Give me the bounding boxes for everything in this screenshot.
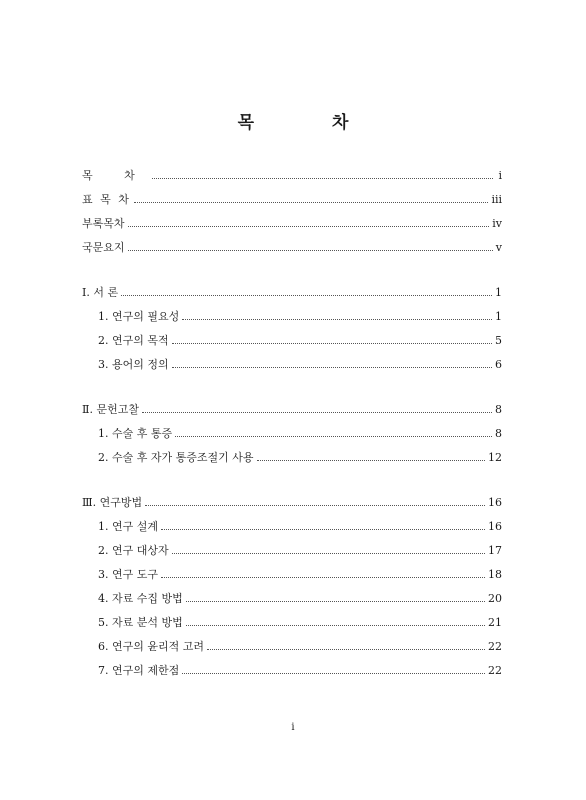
toc-section-label: 1. 수술 후 통증	[98, 427, 173, 440]
toc-section-label: 3. 용어의 정의	[98, 358, 169, 371]
toc-entry-label: 목 차	[82, 169, 149, 182]
toc-entry-label: 표 목 차	[82, 193, 131, 206]
toc-section-page: 12	[488, 451, 502, 464]
toc-entry[interactable]	[82, 188, 502, 212]
toc-section-label: 5. 자료 분석 방법	[98, 616, 183, 629]
toc-chapter[interactable]	[82, 281, 502, 305]
toc-section[interactable]	[82, 305, 502, 329]
page-title: 목 차	[237, 113, 385, 133]
toc-chapter-label: Ⅲ. 연구방법	[82, 496, 143, 509]
toc-section-page: 22	[488, 664, 502, 677]
toc-entry-page: i	[498, 169, 502, 182]
dot-leader	[172, 552, 485, 554]
toc-section-label: 4. 자료 수집 방법	[98, 592, 183, 605]
toc-chapter[interactable]	[82, 398, 502, 422]
toc-section-page: 18	[488, 568, 502, 581]
toc-section-page: 16	[488, 520, 502, 533]
toc-entry-page: v	[495, 241, 502, 254]
dot-leader	[134, 201, 489, 203]
dot-leader	[145, 504, 485, 506]
toc-section-page: 22	[488, 640, 502, 653]
table-of-contents	[82, 164, 502, 683]
dot-leader	[142, 411, 492, 413]
dot-leader	[128, 225, 490, 227]
toc-section-label: 1. 연구의 필요성	[98, 310, 180, 323]
dot-leader	[186, 600, 485, 602]
toc-entry-page: iv	[492, 217, 502, 230]
spacer	[82, 377, 502, 398]
toc-entry-label: 국문요지	[82, 241, 125, 254]
dot-leader	[186, 624, 485, 626]
toc-entry-page: iii	[491, 193, 502, 206]
toc-section[interactable]	[82, 563, 502, 587]
dot-leader	[161, 528, 485, 530]
toc-entry[interactable]	[82, 236, 502, 260]
toc-section-page: 6	[495, 358, 502, 371]
toc-section-page: 17	[488, 544, 502, 557]
toc-section-page: 8	[495, 427, 502, 440]
toc-section-label: 2. 연구 대상자	[98, 544, 169, 557]
dot-leader	[257, 459, 486, 461]
toc-section-page: 5	[495, 334, 502, 347]
toc-section-label: 3. 연구 도구	[98, 568, 158, 581]
toc-chapter-page: 16	[488, 496, 502, 509]
dot-leader	[152, 177, 493, 179]
toc-chapter-label: Ⅱ. 문헌고찰	[82, 403, 139, 416]
toc-section[interactable]	[82, 329, 502, 353]
toc-section[interactable]	[82, 422, 502, 446]
toc-section[interactable]	[82, 446, 502, 470]
toc-section-page: 20	[488, 592, 502, 605]
toc-section[interactable]	[82, 635, 502, 659]
spacer	[82, 260, 502, 281]
dot-leader	[161, 576, 485, 578]
dot-leader	[182, 318, 492, 320]
toc-section-label: 7. 연구의 제한점	[98, 664, 180, 677]
toc-section[interactable]	[82, 515, 502, 539]
toc-chapter-label: Ⅰ. 서 론	[82, 286, 119, 299]
toc-chapter-page: 1	[495, 286, 502, 299]
dot-leader	[175, 435, 492, 437]
toc-section-label: 1. 연구 설계	[98, 520, 158, 533]
toc-chapter[interactable]	[82, 491, 502, 515]
toc-section-label: 2. 연구의 목적	[98, 334, 169, 347]
dot-leader	[128, 249, 493, 251]
toc-section[interactable]	[82, 353, 502, 377]
dot-leader	[172, 342, 492, 344]
dot-leader	[172, 366, 492, 368]
toc-section-page: 1	[495, 310, 502, 323]
spacer	[82, 470, 502, 491]
dot-leader	[182, 672, 485, 674]
toc-entry-label: 부록목차	[82, 217, 125, 230]
toc-entry[interactable]	[82, 212, 502, 236]
toc-chapter-page: 8	[495, 403, 502, 416]
toc-section-label: 6. 연구의 윤리적 고려	[98, 640, 204, 653]
toc-section-label: 2. 수술 후 자가 통증조절기 사용	[98, 451, 254, 464]
dot-leader	[207, 648, 485, 650]
toc-section-page: 21	[488, 616, 502, 629]
toc-section[interactable]	[82, 659, 502, 683]
dot-leader	[121, 294, 492, 296]
toc-section[interactable]	[82, 587, 502, 611]
page-number: i	[291, 722, 295, 733]
toc-entry[interactable]	[82, 164, 502, 188]
toc-section[interactable]	[82, 539, 502, 563]
toc-section[interactable]	[82, 611, 502, 635]
